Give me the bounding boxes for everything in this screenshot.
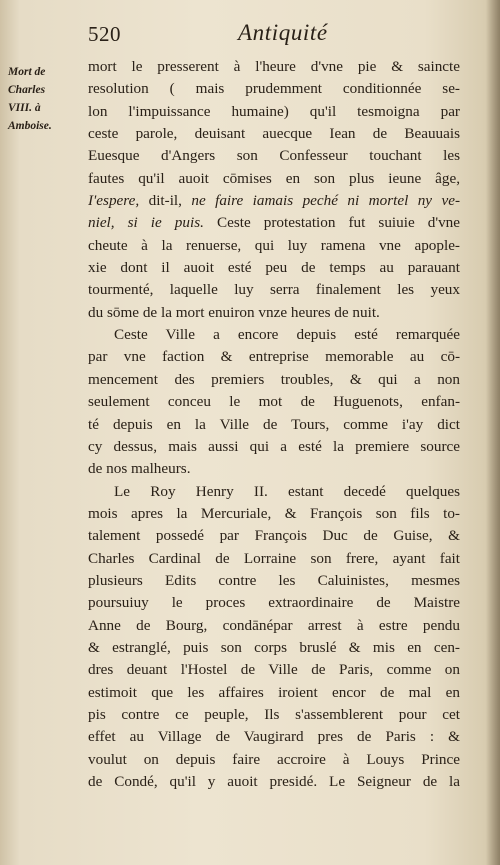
text-line: effet au Village de Vaugirard pres de Paris : & [88, 728, 460, 746]
text-line: cy dessus, mais aussi qui a esté la premiere source [88, 437, 460, 455]
text-line: par vne faction & entreprise memorable au cō- [88, 348, 460, 366]
text-line: poursuiuy le proces extraordinaire de Maistre [88, 594, 460, 612]
text-line: mencement des premiers troubles, & qui a non [88, 370, 460, 388]
text-line-italic-quote [88, 212, 460, 234]
text-line: du sōme de la mort enuiron vnze heures de nuit. [88, 303, 380, 321]
text-line: Anne de Bourg, condānépar arrest à estre pendu [88, 616, 460, 634]
text-line: mois apres la Mercuriale, & François son fils to- [88, 504, 460, 522]
text-line: de Condé, qu'il y auoit presidé. Le Seigneur de la [88, 773, 460, 790]
text-line: plusieurs Edits contre les Caluinistes, mesmes [88, 571, 460, 589]
text-line: xie dont il auoit esté peu de temps au parauant [88, 259, 460, 277]
text-line: mort le presserent à l'heure d'vne pie & saincte [88, 58, 460, 75]
text-line: ceste parole, deuisant auecque Iean de Beauuais [88, 125, 460, 143]
quote-roman: Ceste protestation fut suiuie d'vne [203, 214, 460, 232]
quote-italic: I'espere, [88, 192, 140, 210]
text-line: té depuis en la Ville de Tours, comme i'ay dict [88, 415, 460, 433]
text-line: fautes qu'il auoit cōmises en son plus ieune âge, [88, 169, 460, 187]
text-line: seulement conceu le mot de Huguenots, enfan- [88, 393, 460, 411]
text-line-italic-quote [88, 190, 460, 212]
body-text [88, 56, 460, 793]
page-number: 520 [88, 22, 121, 46]
text-line: Le Roy Henry II. estant decedé quelques [114, 482, 460, 500]
text-line: talement possedé par François Duc de Guise, & [88, 527, 460, 545]
text-line: cheute à la renuerse, qui luy ramena vne apople- [88, 236, 460, 254]
text-line: estimoit que les affaires iroient encor de mal en [88, 683, 460, 701]
margin-note [8, 63, 72, 135]
text-line: & estranglé, puis son corps bruslé & mis en cen- [88, 638, 460, 656]
text-line: pis contre ce peuple, Ils s'assemblerent pour cet [88, 705, 460, 723]
quote-roman: dit-il, [139, 192, 192, 210]
quote-italic: niel, si ie puis. [88, 214, 204, 232]
running-title: Antiquité [238, 20, 328, 45]
text-line: lon l'impuissance humaine) qu'il tesmoigna par [88, 102, 460, 120]
text-line: tourmenté, laquelle luy serra finalement les yeux [88, 281, 460, 299]
margin-note-line: Charles [8, 84, 46, 96]
margin-note-line: VIII. à [8, 102, 41, 114]
quote-italic: ne faire iamais peché ni mortel ny ve- [191, 192, 460, 210]
text-line: Ceste Ville a encore depuis esté remarquée [114, 326, 460, 344]
text-line: dres deuant l'Hostel de Ville de Paris, comme on [88, 661, 460, 679]
margin-note-line: Mort de [8, 66, 46, 78]
page-header [0, 22, 500, 52]
text-line: resolution ( mais prudemment conditionnée se- [88, 80, 460, 98]
text-line: Charles Cardinal de Lorraine son frere, ayant fait [88, 549, 460, 567]
margin-note-line: Amboise. [8, 120, 52, 132]
text-line: Euesque d'Angers son Confesseur touchant les [88, 147, 460, 165]
page-edge-shadow [486, 0, 500, 865]
text-line: de nos malheurs. [88, 460, 191, 478]
text-line: voulut on depuis faire accroire à Louys Prince [88, 750, 460, 768]
